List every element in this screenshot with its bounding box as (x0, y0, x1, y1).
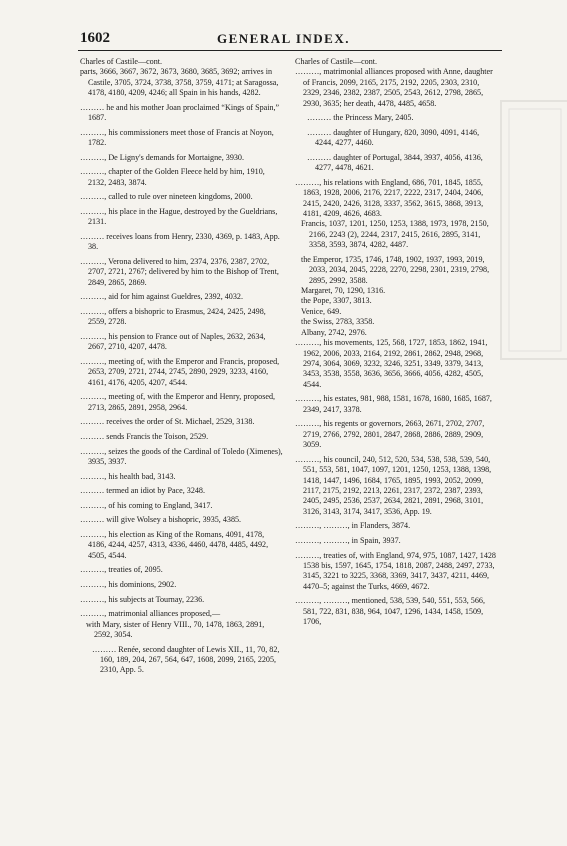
index-entry: ……… receives the order of St. Michael, 2529, 3138. (80, 417, 255, 427)
index-entry: ………, his dominions, 2902. (80, 579, 177, 589)
index-entry: ………, chapter of the Golden Fleece held by him, 1910, 2132, 2483, 3874. (80, 167, 265, 187)
index-entry: ………, his relations with England, 686, 701, 1845, 1855, 1863, 1928, 2006, 2176, 2217, 2222, 2317, 2404, 2406, 2415, 2420, 2426, 3128, 3337, 3562, 3615, 3868, 3913, 4181, 4209, 4626, 4683. (295, 177, 484, 219)
index-entry: ………, treaties of, with England, 974, 975, 1087, 1427, 1428 1538 bis, 1597, 1645, 1754, 1818, 2087, 2488, 2497, 2733, 3145, 3221 to 3225, 3368, 3369, 3417, 3437, 4211, 4469, 4470–5; against the Turks, 4669, 4672. (295, 550, 496, 591)
library-stamp-watermark (495, 95, 567, 365)
page-title: GENERAL INDEX. (217, 31, 350, 46)
left-column (80, 57, 284, 676)
index-entry: ………, his election as King of the Romans, 4091, 4178, 4186, 4244, 4257, 4313, 4336, 4460, 4478, 4485, 4492, 4505, 4544. (80, 529, 269, 560)
index-entry: ………, called to rule over nineteen kingdoms, 2000. (80, 192, 253, 202)
index-entry: ………, his estates, 981, 988, 1581, 1678, 1680, 1685, 1687, 2349, 2417, 3378. (295, 394, 492, 414)
index-entry: with Mary, sister of Henry VIII., 70, 1478, 1863, 2891, 2592, 3054. (86, 619, 265, 639)
index-entry: the Emperor, 1735, 1746, 1748, 1902, 1937, 1993, 2019, 2033, 2034, 2045, 2228, 2270, 2298, 2301, 2319, 2798, 2895, 2992, 3588. (301, 254, 490, 285)
index-entry: ………, ………, mentioned, 538, 539, 540, 551, 553, 566, 581, 722, 831, 838, 964, 1047, 1296, 1434, 1458, 1509, 1706, (295, 596, 485, 627)
right-column (295, 57, 499, 628)
index-entry: ………, matrimonial alliances proposed,— (80, 609, 221, 619)
index-entry: ………, ………, in Flanders, 3874. (295, 521, 411, 531)
index-entry: ……… receives loans from Henry, 2330, 4369, p. 1483, App. 38. (80, 232, 280, 252)
index-entry: ………, treaties of, 2095. (80, 565, 163, 575)
index-entry: ………, aid for him against Gueldres, 2392, 4032. (80, 292, 243, 302)
index-entry: ……… daughter of Portugal, 3844, 3937, 4056, 4136, 4277, 4478, 4621. (307, 152, 483, 173)
index-entry: ………, offers a bishopric to Erasmus, 2424, 2425, 2498, 2559, 2728. (80, 307, 266, 327)
index-entry: ……… the Princess Mary, 2405. (307, 113, 414, 123)
index-entry: ………, his health bad, 3143. (80, 471, 176, 481)
index-entry: ……… sends Francis the Toison, 2529. (80, 432, 209, 441)
index-entry: ………, his commissioners meet those of Francis at Noyon, 1782. (80, 127, 274, 148)
index-entry: the Swiss, 2783, 3358. (301, 317, 375, 327)
index-entry: ……… he and his mother Joan proclaimed “Kings of Spain,” 1687. (80, 102, 280, 123)
index-entry: ………, meeting of, with the Emperor and Henry, proposed, 2713, 2865, 2891, 2958, 2964. (80, 392, 276, 412)
index-entry: Venice, 649. (301, 306, 342, 316)
index-entry: ………, his subjects at Tournay, 2236. (80, 594, 205, 604)
index-entry: ………, matrimonial alliances proposed with Anne, daughter of Francis, 2099, 2165, 2175, 2192, 2205, 2303, 2310, 2329, 2346, 2382, 2387, 2505, 2543, 2612, 2798, 2865, 2930, 3635; her death, 4478, 4485, 4658. (295, 67, 493, 108)
entry-heading: Charles of Castile—cont. (80, 57, 163, 66)
index-entry: ………, ………, in Spain, 3937. (295, 535, 401, 545)
index-entry: ………, meeting of, with the Emperor and Francis, proposed, 2653, 2709, 2721, 2744, 2745, 2890, 2929, 3233, 4160, 4161, 4176, 4205, 4207, 4544. (80, 357, 280, 387)
index-entry: ………, his place in the Hague, destroyed by the Gueldrians, 2131. (80, 207, 278, 227)
index-entry: ………, his regents or governors, 2663, 2671, 2702, 2707, 2719, 2766, 2792, 2801, 2847, 2868, 2886, 2889, 2909, 3059. (295, 419, 485, 450)
index-entry: ……… termed an idiot by Pace, 3248. (80, 486, 205, 496)
page-number: 1602 (80, 30, 110, 46)
index-entry: Margaret, 70, 1290, 1316. (301, 286, 386, 296)
index-entry: ………, of his coming to England, 3417. (80, 500, 213, 510)
index-entry: ………, De Ligny's demands for Mortaigne, 3930. (80, 152, 244, 162)
index-entry: ……… daughter of Hungary, 820, 3090, 4091, 4146, 4244, 4277, 4460. (307, 127, 480, 148)
index-entry: ………, Verona delivered to him, 2374, 2376, 2387, 2702, 2707, 2721, 2767; delivered by him to the Bishop of Trent, 2849, 2865, 2869. (80, 257, 279, 287)
index-entry: ………, his movements, 125, 568, 1727, 1853, 1862, 1941, 1962, 2006, 2033, 2164, 2192, 2861, 2862, 2948, 2968, 2974, 3064, 3069, 3232, 3246, 3251, 3349, 3379, 3413, 3453, 3538, 3558, 3636, 3656, 3666, 4056, 4282, 4505, 4544. (295, 338, 488, 389)
index-entry: the Pope, 3307, 3813. (301, 296, 372, 306)
index-entry: ……… Renée, second daughter of Lewis XII., 11, 70, 82, 160, 189, 204, 267, 564, 647, 1608, 2099, 2165, 2205, 2310, App. 5. (92, 644, 280, 675)
index-entry: ………, his pension to France out of Naples, 2632, 2634, 2667, 2710, 4207, 4478. (80, 332, 266, 352)
index-entry: ………, his council, 240, 512, 520, 534, 538, 538, 539, 540, 551, 553, 581, 1047, 1097, 1201, 1250, 1253, 1388, 1398, 1418, 1447, 1496, 1684, 1765, 1895, 1993, 2052, 2099, 2117, 2175, 2192, 2213, 2261, 2317, 2372, 2387, 2393, 2405, 2495, 2536, 2537, 2634, 2821, 2891, 2968, 3101, 3126, 3143, 3174, 3417, 3536, App. 19. (295, 454, 492, 516)
index-entry: Francis, 1037, 1201, 1250, 1253, 1388, 1973, 1978, 2150, 2166, 2243 (2), 2244, 2317, 2415, 2616, 2895, 3141, 3358, 3593, 3874, 4282, 4487. (301, 219, 489, 250)
index-entry: ……… will give Wolsey a bishopric, 3935, 4385. (80, 515, 242, 525)
index-entry: ………, seizes the goods of the Cardinal of Toledo (Ximenes), 3935, 3937. (80, 446, 283, 466)
header-rule (78, 50, 502, 51)
index-entry: parts, 3666, 3667, 3672, 3673, 3680, 3685, 3692; arrives in Castile, 3705, 3724, 3738, 3758, 3759, 4171; at Saragossa, 4178, 4180, 4209, 4246; all Spain in his hands, 4282. (80, 67, 279, 98)
entry-heading: Charles of Castile—cont. (295, 57, 378, 66)
index-entry: Albany, 2742, 2976. (301, 327, 367, 337)
